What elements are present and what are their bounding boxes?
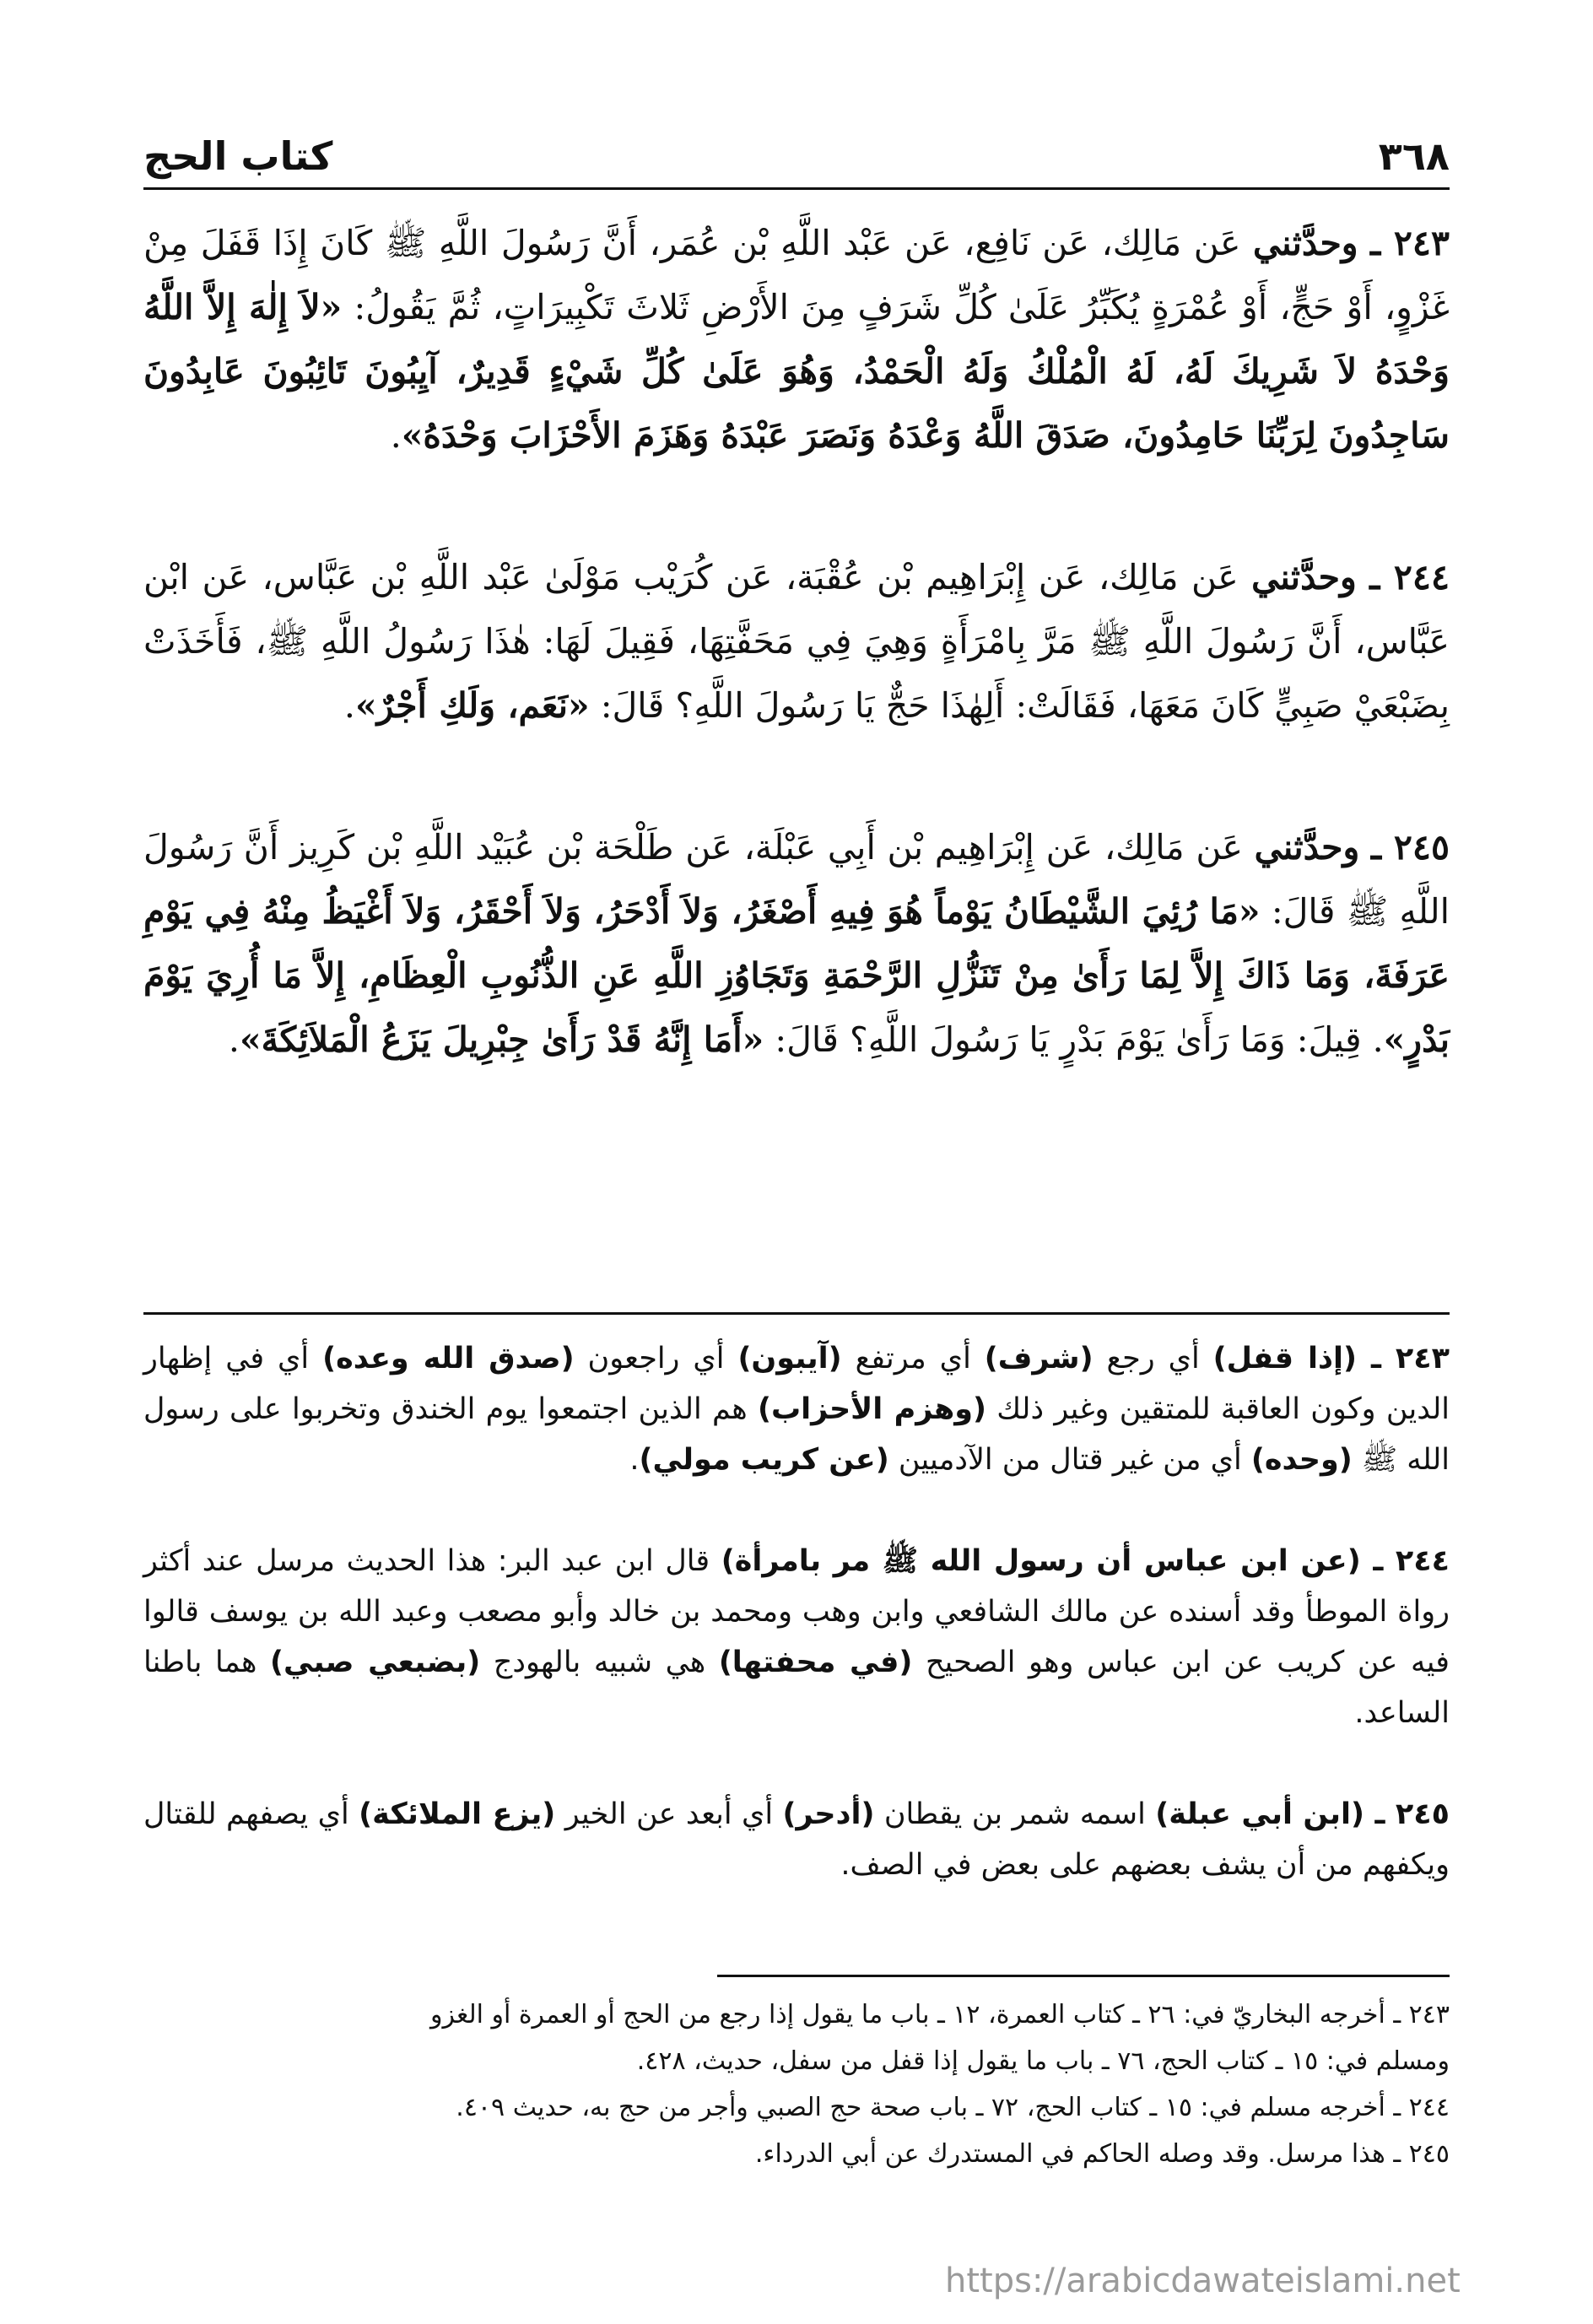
commentary-number: ٢٤٣ ـ (1356, 1342, 1450, 1375)
commentary-keyword: (عن ابن عباس أن رسول الله ﷺ مر بامرأة) (721, 1544, 1361, 1578)
footnote-line: ومسلم في: ١٥ ـ كتاب الحج، ٧٦ ـ باب ما يقول إذا قفل من سفل، حديث، ٤٢٨. (636, 2046, 1450, 2076)
hadith-lead: وحدَّثني (1252, 223, 1358, 263)
hadith-lead: وحدَّثني (1251, 557, 1357, 597)
hadith-244 (143, 545, 1450, 738)
commentary-keyword: (أدحر) (782, 1797, 875, 1831)
hadith-tail: . (228, 1019, 240, 1060)
hadith-text: عَن مَالِك، عَن إِبْرَاهِيم بْن أَبِي عَبْلَة، عَن طَلْحَة بْن عُبَيْد اللَّهِ بْن كَرِيز أَنَّ رَسُولَ اللَّهِ ﷺ قَالَ: (143, 827, 1450, 932)
hadith-text: عَن مَالِك، عَن نَافِع، عَن عَبْد اللَّهِ بْن عُمَر، أَنَّ رَسُولَ اللَّهِ ﷺ كَانَ إِذَا قَفَلَ مِنْ غَزْوٍ، أَوْ حَجٍّ، أَوْ عُمْرَةٍ يُكَبِّرُ عَلَىٰ كُلِّ شَرَفٍ مِنَ الأَرْضِ ثَلاثَ تَكْبِيرَاتٍ، ثُمَّ يَقُولُ: (143, 223, 1450, 327)
hadith-number: ٢٤٥ ـ (1370, 827, 1450, 867)
commentary-text: هما باطنا الساعد. (143, 1646, 1450, 1730)
commentary-keyword: (يزع الملائكة) (359, 1797, 556, 1831)
commentary-keyword: (صدق الله وعده) (322, 1342, 575, 1375)
commentary-text: أي في إظهار الدين وكون العاقبة للمتقين وغير ذلك (143, 1342, 1450, 1426)
hadith-number: ٢٤٣ ـ (1370, 223, 1450, 263)
commentary-text: أي مرتفع (841, 1342, 985, 1375)
commentary-number: ٢٤٥ ـ (1364, 1797, 1450, 1831)
commentary-text: أي أبعد عن الخير (555, 1797, 783, 1831)
hadith-number: ٢٤٤ ـ (1369, 557, 1450, 597)
commentary-text: قال ابن عبد البر: هذا الحديث مرسل عند أكثر رواة الموطأ وقد أسنده عن مالك الشافعي وابن وهب ومحمد بن خالد وأبو مصعب وعبد الله بن يوسف قالوا فيه عن كريب عن ابن عباس وهو الصحيح (143, 1544, 1450, 1679)
book-title: كتاب الحج (143, 133, 333, 179)
hadith-quote-2: «أَمَا إِنَّهُ قَدْ رَأَىٰ جِبْرِيلَ يَزَعُ الْمَلاَئِكَةَ» (239, 1019, 764, 1060)
commentary-entry (143, 1333, 1450, 1485)
header-rule (143, 187, 1450, 190)
footnote-line: ٢٤٤ ـ أخرجه مسلم في: ١٥ ـ كتاب الحج، ٧٢ ـ باب صحة حج الصبي وأجر من حج به، حديث ٤٠٩. (456, 2093, 1450, 2122)
hadith-quote: «نَعَم، وَلَكِ أَجْرٌ» (354, 685, 590, 726)
commentary-keyword: (آيبون) (737, 1342, 842, 1375)
hadith-section (143, 211, 1450, 1149)
hadith-text: عَن مَالِك، عَن إِبْرَاهِيم بْن عُقْبَة، عَن كُرَيْب مَوْلَىٰ عَبْد اللَّهِ بْن عَبَّاس، عَن ابْن عَبَّاس، أَنَّ رَسُولَ اللَّهِ ﷺ مَرَّ بِامْرَأَةٍ وَهِيَ فِي مَحَفَّتِهَا، فَقِيلَ لَهَا: هٰذَا رَسُولُ اللَّهِ ﷺ، فَأَخَذَتْ بِضَبْعَيْ صَبِيٍّ كَانَ مَعَهَا، فَقَالَتْ: أَلِهٰذَا حَجٌّ يَا رَسُولَ اللَّهِ؟ قَالَ: (143, 557, 1450, 726)
commentary-text: هي شبيه بالهودج (480, 1646, 719, 1679)
hadith-245 (143, 815, 1450, 1072)
hadith-text-2: . قِيلَ: وَمَا رَأَىٰ يَوْمَ بَدْرٍ يَا رَسُولَ اللَّهِ؟ قَالَ: (775, 1019, 1384, 1060)
commentary-keyword: (شرف) (984, 1342, 1094, 1375)
commentary-keyword: (عن كريب مولي) (639, 1443, 889, 1477)
hadith-tail: . (343, 685, 355, 726)
commentary-rule (143, 1312, 1450, 1315)
footnote-rule (717, 1975, 1450, 1977)
commentary-text: هم الذين اجتمعوا يوم الخندق وتخربوا على رسول الله ﷺ (143, 1392, 1450, 1477)
commentary-text: اسمه شمر بن يقطان (874, 1797, 1156, 1831)
commentary-entry (143, 1789, 1450, 1890)
commentary-number: ٢٤٤ ـ (1360, 1544, 1450, 1578)
page-number: ٣٦٨ (1378, 133, 1450, 179)
footnote-line: ٢٤٣ ـ أخرجه البخاريّ في: ٢٦ ـ كتاب العمرة، ١٢ ـ باب ما يقول إذا رجع من الحج أو العمرة أو الغزو (429, 2000, 1450, 2029)
hadith-243 (143, 211, 1450, 468)
commentary-keyword: (وحده) (1250, 1443, 1353, 1477)
watermark: https://arabicdawateislami.net (945, 2262, 1461, 2300)
commentary-keyword: (ابن أبي عبلة) (1155, 1797, 1365, 1831)
commentary-entry (143, 1536, 1450, 1738)
commentary-text: أي راجعون (574, 1342, 738, 1375)
commentary-section (143, 1333, 1450, 1941)
commentary-text: . (629, 1443, 640, 1477)
page-header (143, 127, 1450, 186)
commentary-text: أي رجع (1093, 1342, 1213, 1375)
hadith-quote: «لاَ إِلٰهَ إِلاَّ اللَّهُ وَحْدَهُ لاَ شَرِيكَ لَهُ، لَهُ الْمُلْكُ وَلَهُ الْحَمْدُ، وَهُوَ عَلَىٰ كُلِّ شَيْءٍ قَدِيرٌ، آيِبُونَ تَائِبُونَ عَابِدُونَ سَاجِدُونَ لِرَبِّنَا حَامِدُونَ، صَدَقَ اللَّهُ وَعْدَهُ وَنَصَرَ عَبْدَهُ وَهَزَمَ الأَحْزَابَ وَحْدَهُ» (143, 287, 1450, 456)
commentary-text: أي يصفهم للقتال ويكفهم من أن يشف بعضهم على بعض في الصف. (143, 1797, 1450, 1882)
commentary-keyword: (في محفتها) (718, 1646, 913, 1679)
commentary-text: أي من غير قتال من الآدميين (888, 1443, 1251, 1477)
commentary-keyword: (بضبعي صبي) (269, 1646, 481, 1679)
footnote-line: ٢٤٥ ـ هذا مرسل. وقد وصله الحاكم في المستدرك عن أبي الدرداء. (754, 2139, 1450, 2169)
hadith-tail: . (390, 415, 402, 456)
hadith-lead: وحدَّثني (1254, 827, 1360, 867)
hadith-quote: «مَا رُئِيَ الشَّيْطَانُ يَوْماً هُوَ فِيهِ أَصْغَرُ، وَلاَ أَدْحَرُ، وَلاَ أَحْقَرُ، وَلاَ أَغْيَظُ مِنْهُ فِي يَوْمِ عَرَفَةَ، وَمَا ذَاكَ إِلاَّ لِمَا رَأَىٰ مِنْ تَنَزُّلِ الرَّحْمَةِ وَتَجَاوُزِ اللَّهِ عَنِ الذُّنُوبِ الْعِظَامِ، إِلاَّ مَا أُرِيَ يَوْمَ بَدْرٍ» (143, 891, 1450, 1060)
footnotes (143, 1992, 1450, 2177)
commentary-keyword: (وهزم الأحزاب) (758, 1392, 987, 1426)
commentary-keyword: (إذا قفل) (1212, 1342, 1357, 1375)
